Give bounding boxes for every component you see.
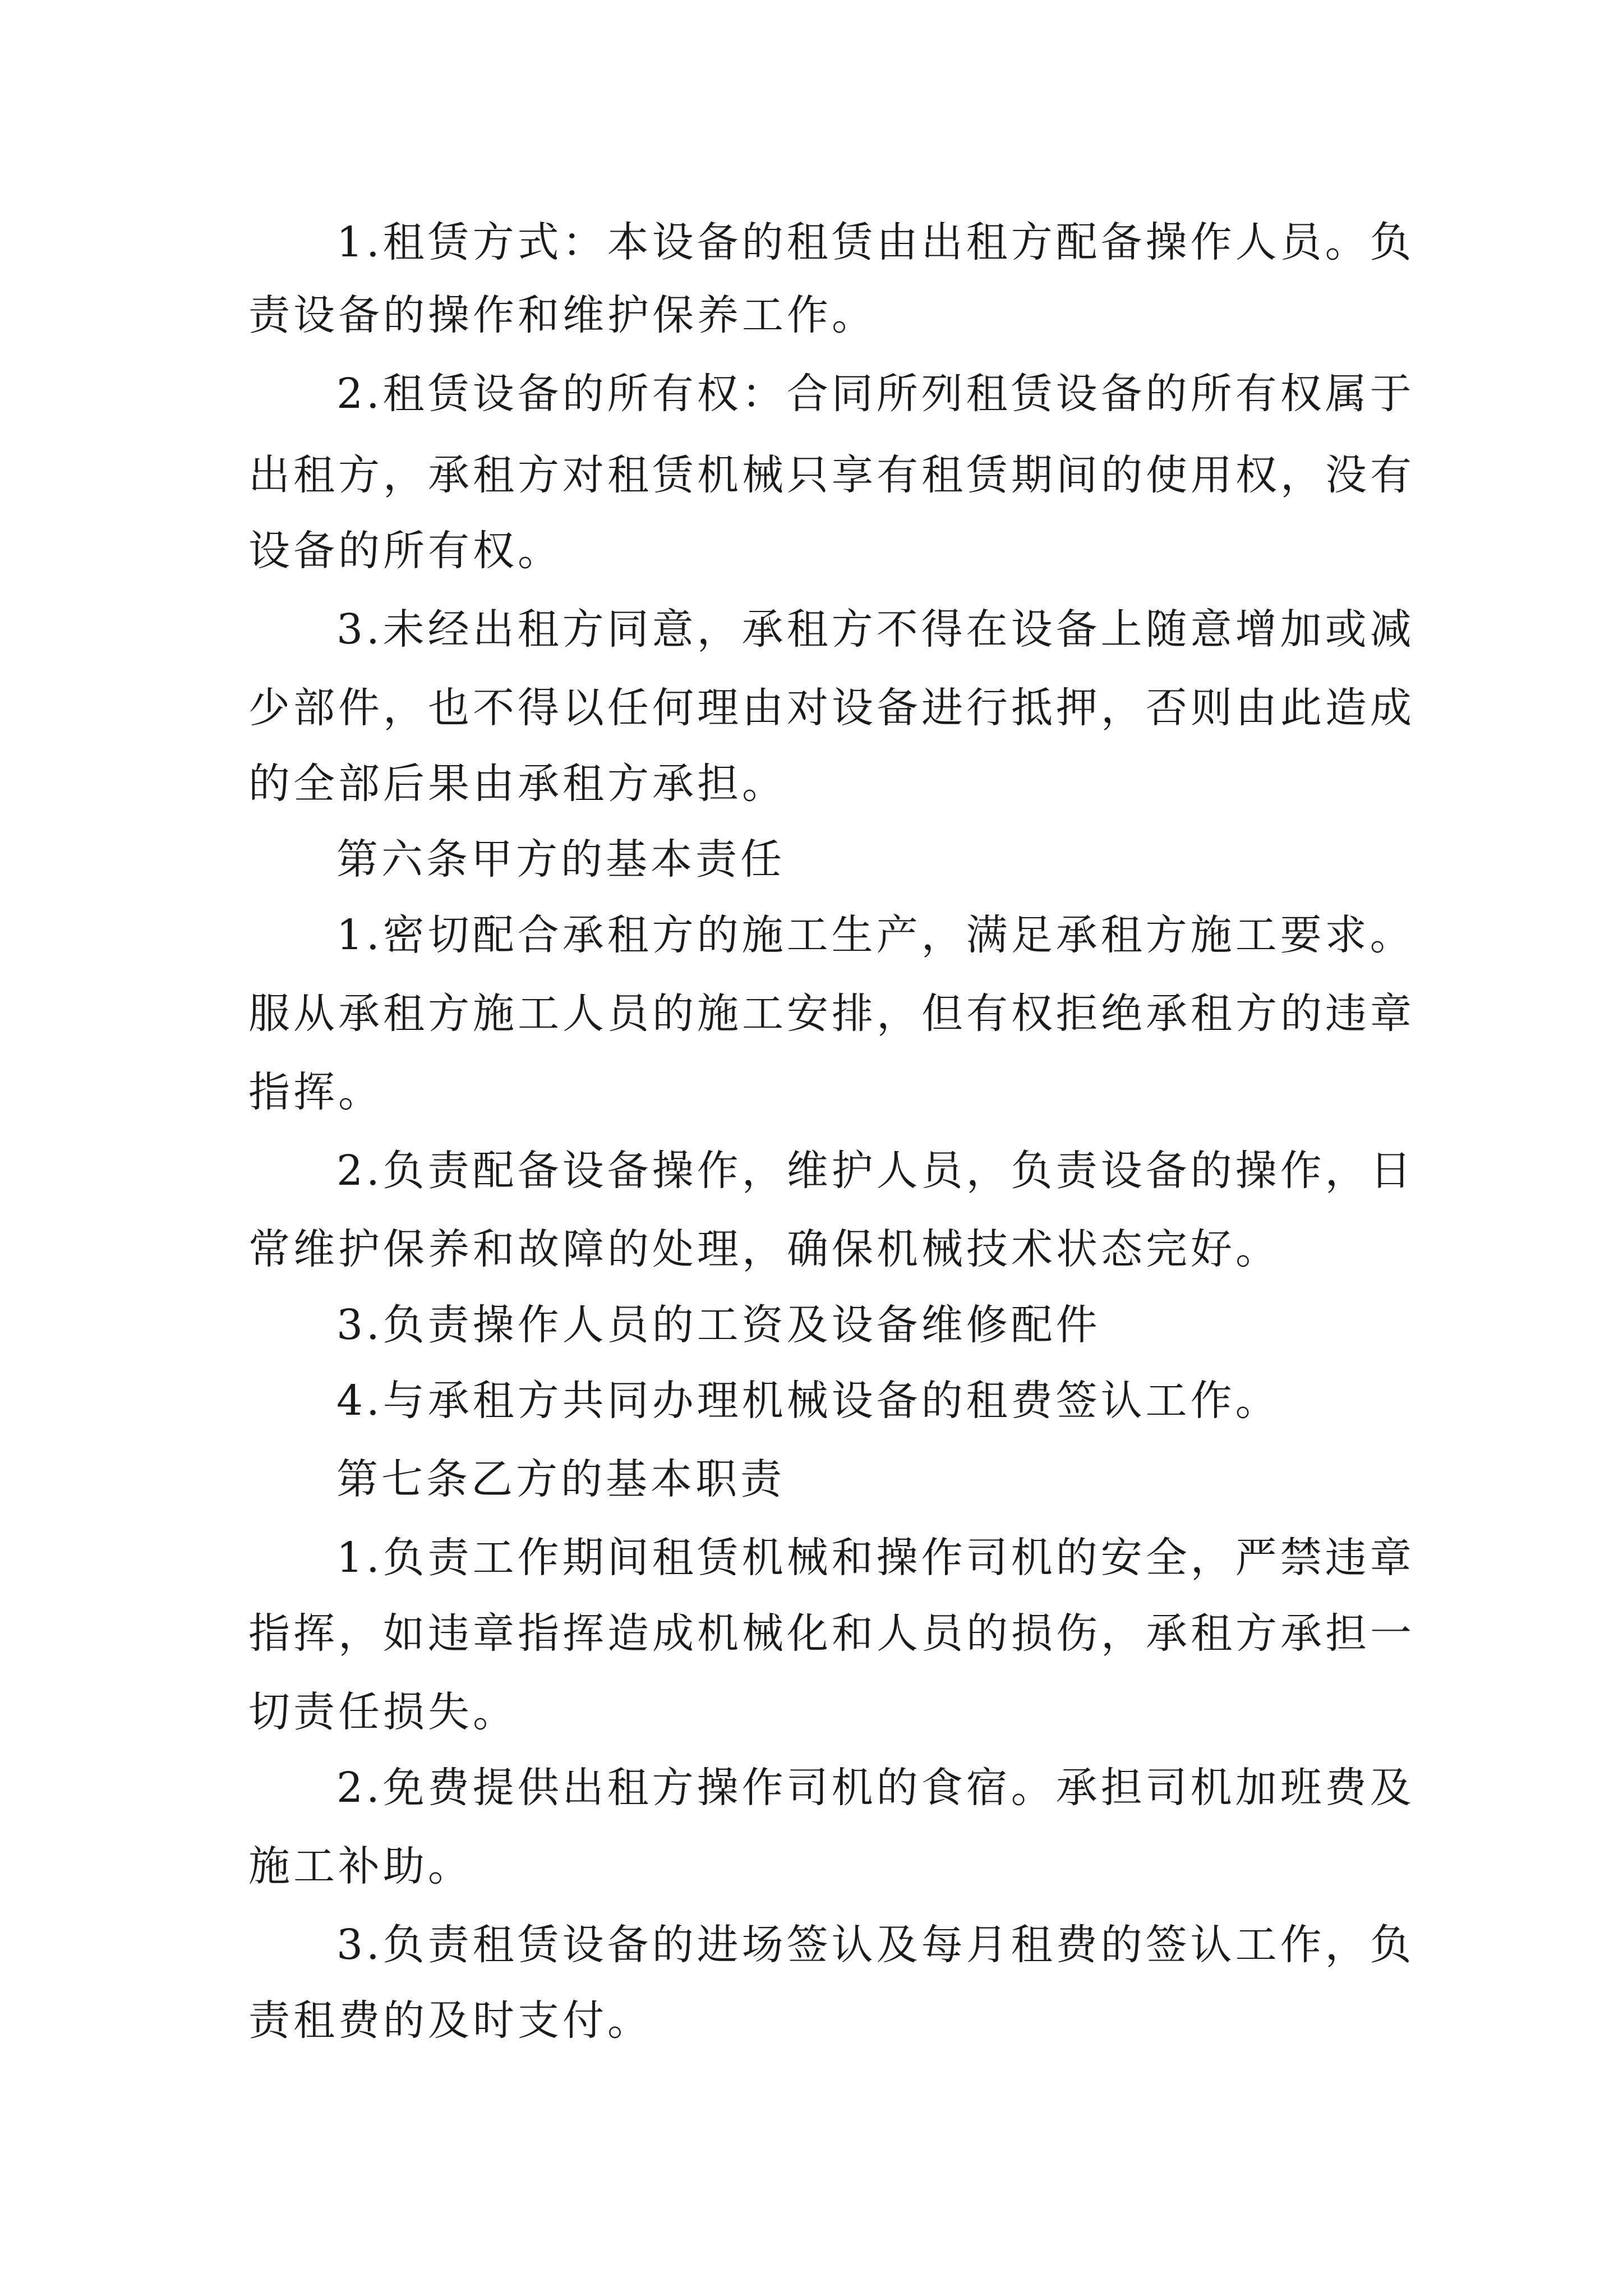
text-line: 2.负责配备设备操作，维护人员，负责设备的操作，日 (336, 1147, 1415, 1195)
text-line: 责设备的操作和维护保养工作。 (248, 291, 877, 339)
text-line: 切责任损失。 (248, 1688, 518, 1736)
text-line: 3.负责租赁设备的进场签认及每月租费的签认工作，负 (336, 1921, 1415, 1969)
text-line: 少部件，也不得以任何理由对设备进行抵押，否则由此造成 (248, 684, 1415, 732)
section-heading: 第六条甲方的基本责任 (336, 835, 785, 884)
text-line: 4.与承租方共同办理机械设备的租费签认工作。 (336, 1377, 1280, 1425)
text-line: 出租方，承租方对租赁机械只享有租赁期间的使用权，没有 (248, 451, 1415, 499)
text-line: 2.租赁设备的所有权：合同所列租赁设备的所有权属于 (336, 370, 1415, 418)
text-line: 2.免费提供出租方操作司机的食宿。承担司机加班费及 (336, 1764, 1415, 1812)
text-line: 的全部后果由承租方承担。 (248, 760, 787, 808)
text-line: 指挥，如违章指挥造成机械化和人员的损伤，承租方承担一 (248, 1609, 1415, 1658)
text-line: 1.密切配合承租方的施工生产，满足承租方施工要求。 (336, 911, 1415, 959)
text-line: 常维护保养和故障的处理，确保机械技术状态完好。 (248, 1225, 1280, 1273)
text-line: 设备的所有权。 (248, 527, 562, 575)
section-heading: 第七条乙方的基本职责 (336, 1455, 785, 1503)
text-line: 责租费的及时支付。 (248, 1996, 652, 2045)
text-line: 施工补助。 (248, 1842, 473, 1890)
text-line: 1.负责工作期间租赁机械和操作司机的安全，严禁违章 (336, 1534, 1415, 1582)
text-line: 3.未经出租方同意，承租方不得在设备上随意增加或减 (336, 605, 1415, 654)
text-line: 3.负责操作人员的工资及设备维修配件 (336, 1301, 1101, 1349)
text-line: 1.租赁方式：本设备的租赁由出租方配备操作人员。负 (336, 218, 1415, 266)
text-line: 指挥。 (248, 1068, 383, 1116)
text-line: 服从承租方施工人员的施工安排，但有权拒绝承租方的违章 (248, 990, 1415, 1038)
